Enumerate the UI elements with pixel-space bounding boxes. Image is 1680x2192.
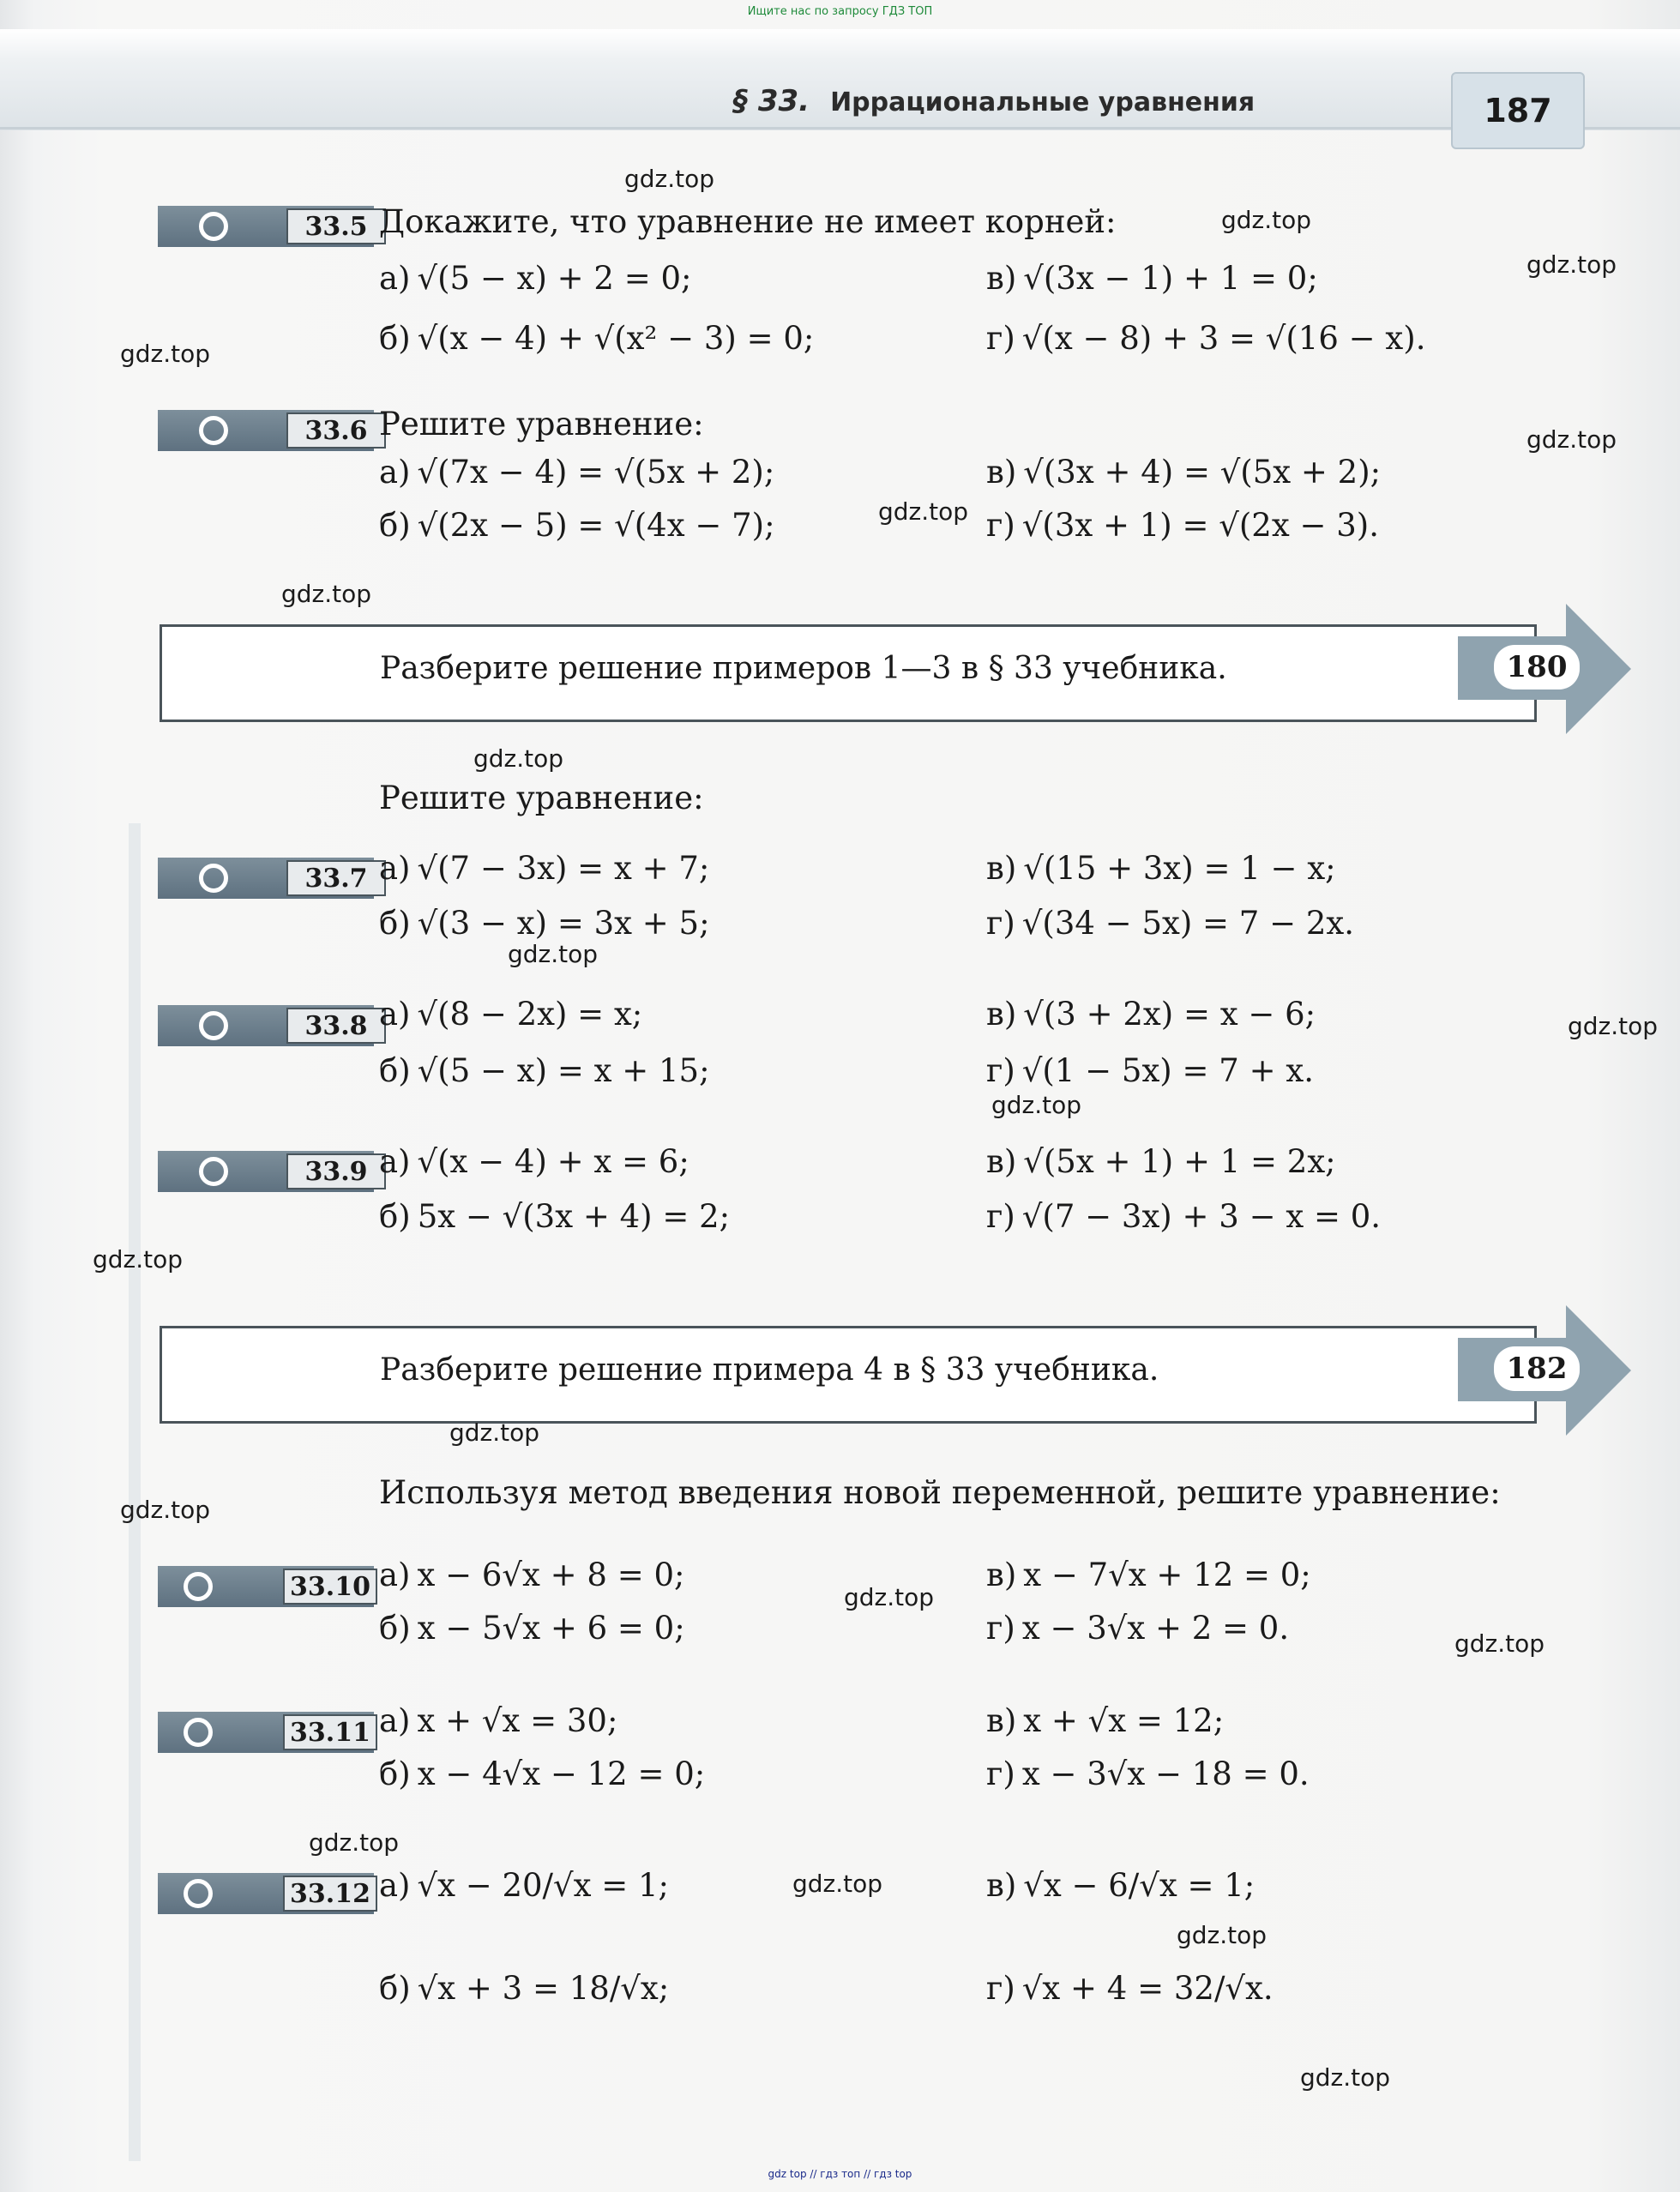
problem-number: 33.7 <box>286 860 386 896</box>
problem-number: 33.11 <box>283 1714 377 1750</box>
watermark: gdz.top <box>309 1828 400 1857</box>
problem-number: 33.10 <box>283 1569 377 1605</box>
reference-page: 182 <box>1494 1346 1580 1391</box>
problem-badge <box>158 410 374 451</box>
watermark: gdz.top <box>844 1583 935 1611</box>
exercise-item: в) √(3x + 4) = √(5x + 2); <box>986 454 1382 491</box>
circle-icon <box>184 1879 213 1908</box>
circle-icon <box>199 1157 228 1186</box>
exercise-item: а) √(x − 4) + x = 6; <box>379 1143 689 1180</box>
problem-badge <box>158 1005 374 1046</box>
exercise-item: а) √x − 20/√x = 1; <box>379 1867 669 1904</box>
problem-badge <box>158 858 374 899</box>
watermark: gdz.top <box>281 580 372 608</box>
watermark: gdz.top <box>120 1496 211 1524</box>
exercise-item: г) √(7 − 3x) + 3 − x = 0. <box>986 1198 1382 1235</box>
top-note: Ищите нас по запросу ГДЗ ТОП <box>747 5 933 18</box>
problem-number: 33.12 <box>283 1876 377 1912</box>
exercise-item: б) 5x − √(3x + 4) = 2; <box>379 1198 731 1235</box>
reference-page: 180 <box>1494 645 1580 690</box>
exercise-item: б) √(3 − x) = 3x + 5; <box>379 905 710 942</box>
watermark: gdz.top <box>93 1245 184 1274</box>
reference-box <box>160 624 1537 722</box>
watermark: gdz.top <box>1526 425 1617 454</box>
exercise-item: в) √(3 + 2x) = x − 6; <box>986 996 1316 1033</box>
reference-box <box>160 1326 1537 1424</box>
exercise-item: в) x − 7√x + 12 = 0; <box>986 1557 1311 1593</box>
exercise-item: а) √(5 − x) + 2 = 0; <box>379 260 692 297</box>
watermark: gdz.top <box>1221 206 1312 234</box>
problem-number: 33.8 <box>286 1008 386 1044</box>
exercise-item: г) √(3x + 1) = √(2x − 3). <box>986 507 1379 544</box>
exercise-item: а) x + √x = 30; <box>379 1702 618 1739</box>
left-margin-bar <box>129 823 141 2161</box>
problem-instruction: Решите уравнение: <box>379 780 704 816</box>
exercise-item: в) √(5x + 1) + 1 = 2x; <box>986 1143 1336 1180</box>
problem-instruction: Используя метод введения новой переменной, решите уравнение: <box>379 1474 1501 1511</box>
exercise-item: б) √(x − 4) + √(x² − 3) = 0; <box>379 320 815 357</box>
exercise-item: г) x − 3√x + 2 = 0. <box>986 1610 1290 1647</box>
header-divider <box>0 127 1680 129</box>
circle-icon <box>199 864 228 893</box>
exercise-item: б) x − 4√x − 12 = 0; <box>379 1755 706 1792</box>
circle-icon <box>199 1011 228 1040</box>
problem-badge <box>158 1566 374 1607</box>
circle-icon <box>199 416 228 445</box>
exercise-item: а) √(8 − 2x) = x; <box>379 996 643 1033</box>
exercise-item: в) x + √x = 12; <box>986 1702 1225 1739</box>
reference-text: Разберите решение примера 4 в § 33 учебника. <box>380 1352 1159 1388</box>
problem-badge <box>158 1873 374 1914</box>
exercise-item: а) √(7x − 4) = √(5x + 2); <box>379 454 775 491</box>
problem-number: 33.9 <box>286 1153 386 1189</box>
problem-number: 33.5 <box>286 208 386 244</box>
exercise-item: а) x − 6√x + 8 = 0; <box>379 1557 685 1593</box>
problem-number: 33.6 <box>286 413 386 449</box>
exercise-item: в) √(15 + 3x) = 1 − x; <box>986 850 1336 887</box>
watermark: gdz.top <box>473 744 564 773</box>
exercise-item: в) √x − 6/√x = 1; <box>986 1867 1255 1904</box>
exercise-item: а) √(7 − 3x) = x + 7; <box>379 850 710 887</box>
section-title: Иррациональные уравнения <box>830 87 1255 117</box>
watermark: gdz.top <box>1526 250 1617 279</box>
circle-icon <box>184 1718 213 1747</box>
watermark: gdz.top <box>624 165 715 193</box>
watermark: gdz.top <box>120 340 211 368</box>
exercise-item: г) √x + 4 = 32/√x. <box>986 1970 1274 2007</box>
bottom-note: gdz top // гдз топ // гдз top <box>768 2168 912 2180</box>
watermark: gdz.top <box>991 1091 1082 1119</box>
watermark: gdz.top <box>878 497 969 526</box>
exercise-item: б) √(5 − x) = x + 15; <box>379 1052 710 1089</box>
problem-badge <box>158 1712 374 1753</box>
watermark: gdz.top <box>1568 1012 1659 1040</box>
section-number: § 33. <box>733 84 810 118</box>
circle-icon <box>199 212 228 241</box>
problem-instruction: Решите уравнение: <box>379 406 704 443</box>
exercise-item: б) √x + 3 = 18/√x; <box>379 1970 670 2007</box>
exercise-item: б) x − 5√x + 6 = 0; <box>379 1610 685 1647</box>
exercise-item: в) √(3x − 1) + 1 = 0; <box>986 260 1318 297</box>
exercise-item: г) √(1 − 5x) = 7 + x. <box>986 1052 1314 1089</box>
page-title <box>733 84 1255 118</box>
exercise-item: г) x − 3√x − 18 = 0. <box>986 1755 1310 1792</box>
watermark: gdz.top <box>1177 1921 1268 1949</box>
watermark: gdz.top <box>449 1418 540 1447</box>
exercise-item: г) √(x − 8) + 3 = √(16 − x). <box>986 320 1426 357</box>
watermark: gdz.top <box>792 1870 883 1898</box>
page-number: 187 <box>1451 72 1585 149</box>
problem-instruction: Докажите, что уравнение не имеет корней: <box>379 203 1117 240</box>
exercise-item: б) √(2x − 5) = √(4x − 7); <box>379 507 775 544</box>
reference-text: Разберите решение примеров 1—3 в § 33 учебника. <box>380 651 1227 686</box>
exercise-item: г) √(34 − 5x) = 7 − 2x. <box>986 905 1355 942</box>
watermark: gdz.top <box>1300 2063 1391 2092</box>
watermark: gdz.top <box>508 940 599 968</box>
problem-badge <box>158 1151 374 1192</box>
watermark: gdz.top <box>1454 1629 1545 1658</box>
problem-badge <box>158 206 374 247</box>
circle-icon <box>184 1572 213 1601</box>
